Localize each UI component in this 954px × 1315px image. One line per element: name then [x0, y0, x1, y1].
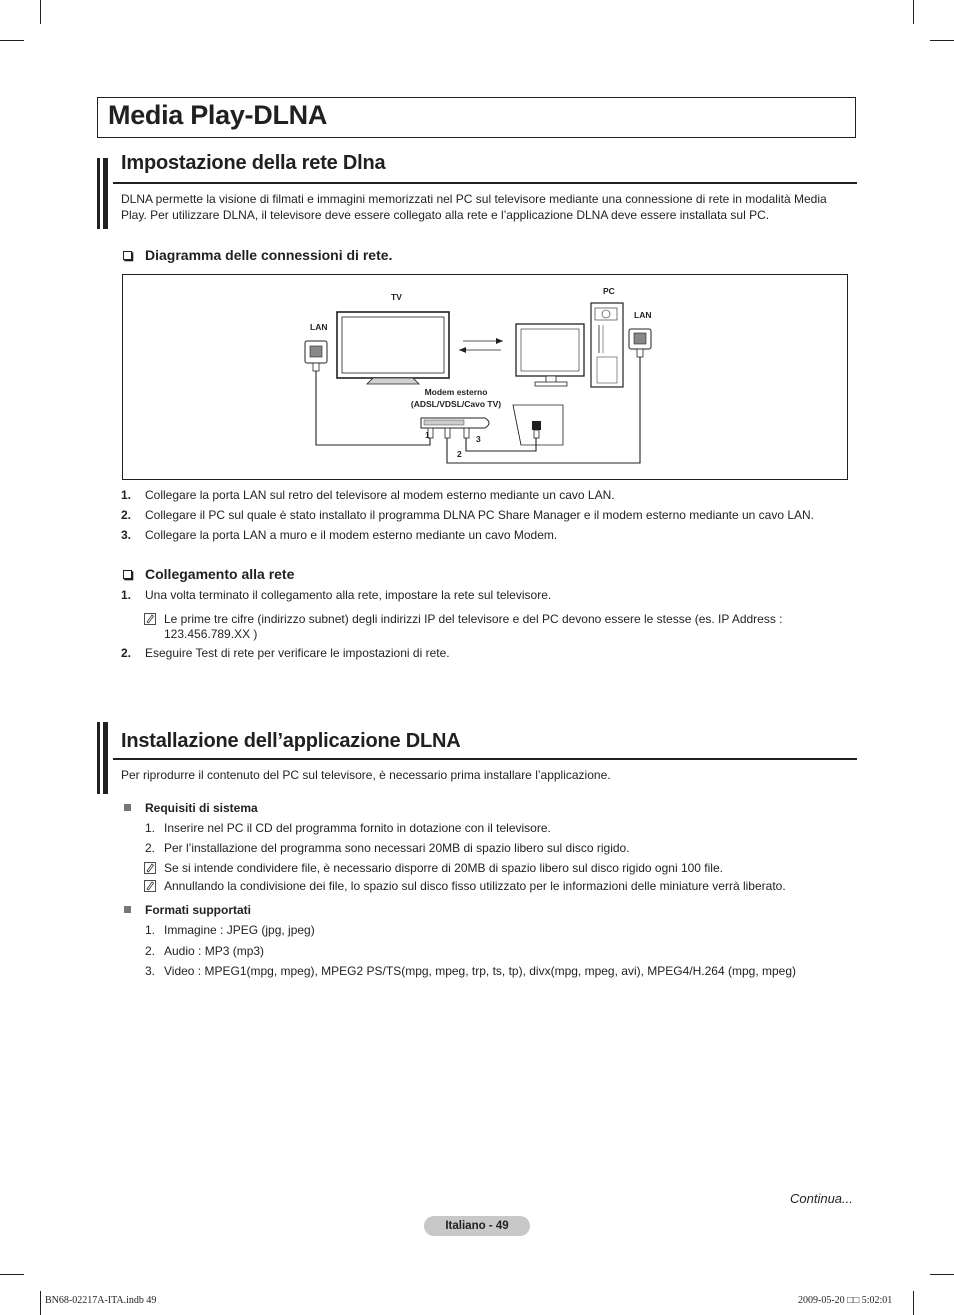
print-footer-date: 2009-05-20 □□ 5:02:01: [798, 1295, 893, 1306]
step-text: Eseguire Test di rete per verificare le impostazioni di rete.: [145, 646, 450, 660]
square-bullet-icon: [124, 906, 131, 913]
page-title-box: [97, 97, 856, 138]
checkbox-bullet-icon: [123, 570, 132, 579]
note-icon: [144, 613, 156, 625]
page-title: Media Play-DLNA: [108, 100, 328, 130]
lan-tv-label: LAN: [310, 322, 328, 332]
network-diagram-drawing: [123, 275, 849, 481]
item-number: 2.: [145, 841, 156, 855]
item-text: Immagine : JPEG (jpg, jpeg): [164, 923, 315, 937]
port-3-label: 3: [476, 434, 481, 444]
connection-heading: Collegamento alla rete: [145, 566, 295, 582]
section-title: Installazione dell’applicazione DLNA: [121, 730, 461, 752]
tv-lan-port-icon: [305, 341, 327, 371]
pc-label: PC: [603, 286, 615, 296]
pc-tower-icon: [591, 303, 623, 387]
section-divider: [113, 758, 857, 760]
section-title: Impostazione della rete Dlna: [121, 152, 386, 174]
section-marker: [97, 722, 100, 794]
item-number: 1.: [145, 923, 156, 937]
step-number: 1.: [121, 588, 132, 602]
section-marker: [97, 158, 100, 229]
step-number: 2.: [121, 508, 132, 522]
item-text: Per l’installazione del programma sono necessari 20MB di spazio libero sul disco rigido.: [164, 841, 630, 855]
tv-icon: [337, 312, 449, 384]
page-number: Italiano - 49: [424, 1216, 530, 1236]
print-footer-file: BN68-02217A-ITA.indb 49: [45, 1295, 157, 1306]
step-text: Collegare la porta LAN sul retro del televisore al modem esterno mediante un cavo LAN.: [145, 488, 615, 502]
tv-label: TV: [391, 292, 402, 302]
step-number: 3.: [121, 528, 132, 542]
note-text: Se si intende condividere file, è necessario disporre di 20MB di spazio libero sul disco rigido ogni 100 file.: [164, 861, 723, 875]
crop-mark: [40, 1291, 41, 1315]
step-number: 1.: [121, 488, 132, 502]
crop-mark: [913, 1291, 914, 1315]
note-text: Le prime tre cifre (indirizzo subnet) degli indirizzi IP del televisore e del PC devono essere le stesse (es. IP Address : 123.456.789.XX ): [164, 612, 783, 641]
section-marker: [103, 158, 108, 229]
crop-mark: [913, 0, 914, 24]
crop-mark: [930, 40, 954, 41]
crop-mark: [40, 0, 41, 24]
square-bullet-icon: [124, 804, 131, 811]
note-icon: [144, 880, 156, 892]
step-text: Una volta terminato il collegamento alla rete, impostare la rete sul televisore.: [145, 588, 552, 602]
step-number: 2.: [121, 646, 132, 660]
pc-monitor-icon: [516, 324, 584, 386]
item-number: 1.: [145, 821, 156, 835]
pc-lan-port-icon: [629, 329, 651, 357]
section-intro: DLNA permette la visione di filmati e immagini memorizzati nel PC sul televisore mediante una connessione di rete in modalità Media Play. Per utilizzare DLNA, il televisore deve essere collegato alla rete e l’applicazione DLNA deve essere installata sul PC.: [121, 192, 827, 222]
crop-mark: [0, 40, 24, 41]
modem-label-sub: (ADSL/VDSL/Cavo TV): [410, 399, 502, 409]
item-number: 3.: [145, 964, 156, 978]
item-text: Video : MPEG1(mpg, mpeg), MPEG2 PS/TS(mpg, mpeg, trp, ts, tp), divx(mpg, mpeg, avi), MPEG4/H.264 (mpg, mpeg): [164, 964, 796, 978]
port-1-label: 1: [425, 430, 430, 440]
network-diagram: [122, 274, 848, 480]
crop-mark: [930, 1274, 954, 1275]
checkbox-bullet-icon: [123, 251, 132, 260]
step-text: Collegare la porta LAN a muro e il modem esterno mediante un cavo Modem.: [145, 528, 558, 542]
note-icon: [144, 862, 156, 874]
section-marker: [103, 722, 108, 794]
data-flow-arrows-icon: [459, 338, 503, 353]
note-text: Annullando la condivisione dei file, lo spazio sul disco fisso utilizzato per le informazioni delle miniature verrà liberato.: [164, 879, 786, 893]
section-intro: Per riprodurre il contenuto del PC sul televisore, è necessario prima installare l’applicazione.: [121, 768, 611, 782]
requirements-heading: Requisiti di sistema: [145, 801, 258, 815]
crop-mark: [0, 1274, 24, 1275]
item-text: Inserire nel PC il CD del programma fornito in dotazione con il televisore.: [164, 821, 551, 835]
modem-label: Modem esterno: [424, 387, 488, 397]
step-text: Collegare il PC sul quale è stato installato il programma DLNA PC Share Manager e il modem esterno mediante un cavo LAN.: [145, 508, 814, 522]
item-number: 2.: [145, 944, 156, 958]
wall-jack-icon: [513, 405, 563, 445]
section-divider: [113, 182, 857, 184]
item-text: Audio : MP3 (mp3): [164, 944, 265, 958]
continue-note: Continua...: [790, 1191, 853, 1206]
diagram-heading: Diagramma delle connessioni di rete.: [145, 247, 393, 263]
lan-pc-label: LAN: [634, 310, 652, 320]
port-2-label: 2: [457, 449, 462, 459]
formats-heading: Formati supportati: [145, 903, 252, 917]
